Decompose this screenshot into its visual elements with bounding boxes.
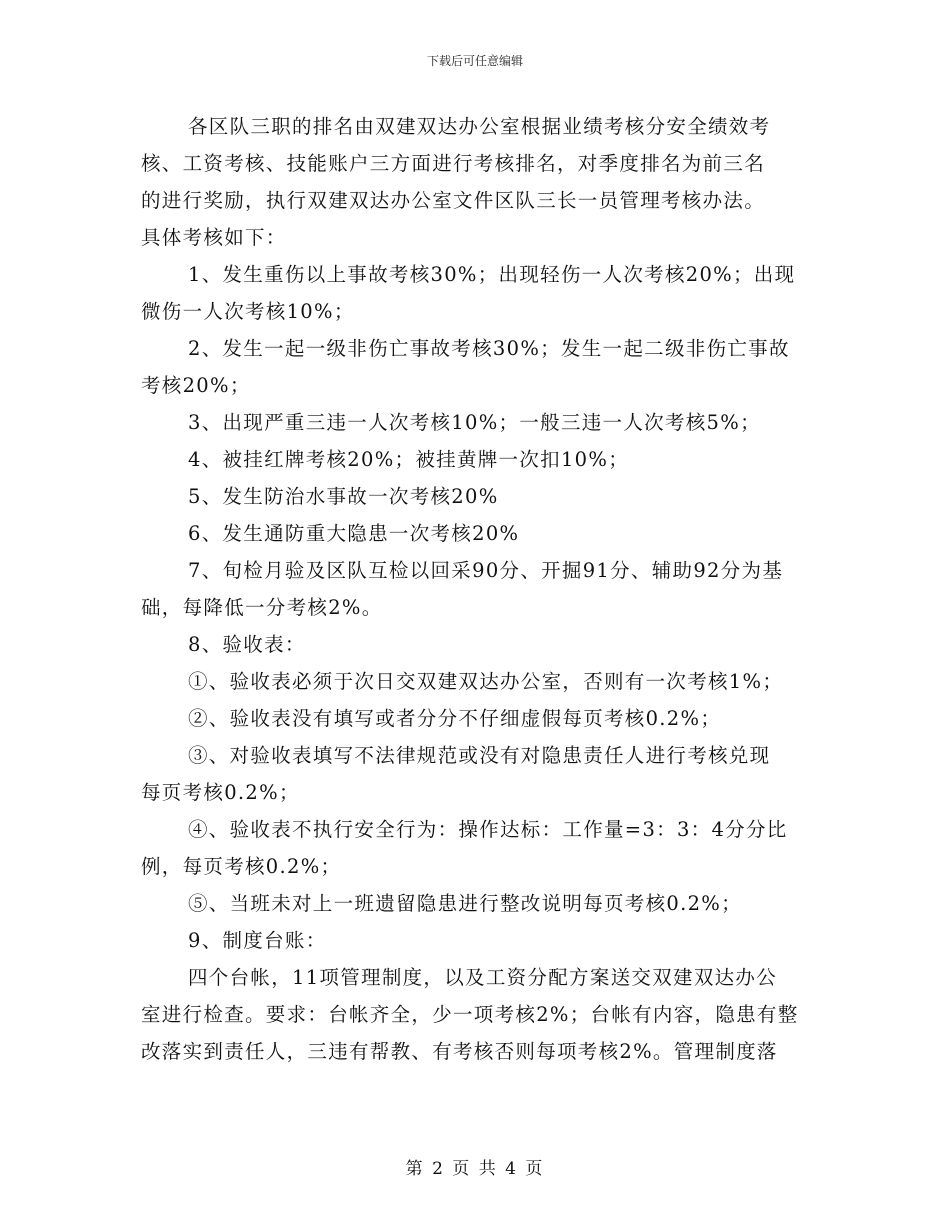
text-line: 的进行奖励，执行双建双达办公室文件区队三长一员管理考核办法。 (141, 189, 766, 212)
text-line: 7、旬检月验及区队互检以回采90分、开掘91分、辅助92分为基 (188, 559, 784, 582)
text-line: 3、出现严重三违一人次考核10%；一般三违一人次考核5%； (188, 411, 761, 434)
text-line: 微伤一人次考核10%； (141, 300, 355, 323)
text-line: 核、工资考核、技能账户三方面进行考核排名，对季度排名为前三名 (141, 152, 766, 175)
text-line: 例，每页考核0.2%； (141, 855, 342, 878)
page-header: 下载后可任意编辑 (426, 54, 523, 68)
text-line: 各区队三职的排名由双建双达办公室根据业绩考核分安全绩效考 (188, 115, 771, 138)
text-line: 1、发生重伤以上事故考核30%；出现轻伤一人次考核20%；出现 (188, 263, 796, 286)
text-line: ④、验收表不执行安全行为：操作达标：工作量=3：3：4分分比 (188, 818, 788, 841)
text-line: ⑤、当班未对上一班遗留隐患进行整改说明每页考核0.2%； (188, 892, 742, 915)
text-line: 6、发生通防重大隐患一次考核20% (188, 522, 520, 545)
text-line: 5、发生防治水事故一次考核20% (188, 485, 499, 508)
text-line: 具体考核如下： (141, 226, 287, 249)
text-line: ①、验收表必须于次日交双建双达办公室，否则有一次考核1%； (188, 670, 784, 693)
text-line: 础，每降低一分考核2%。 (141, 596, 383, 619)
text-line: 每页考核0.2%； (141, 781, 300, 804)
text-line: ②、验收表没有填写或者分分不仔细虚假每页考核0.2%； (188, 707, 722, 730)
text-line: 室进行检查。要求：台帐齐全，少一项考核2%；台帐有内容，隐患有整 (141, 1003, 799, 1026)
text-line: 2、发生一起一级非伤亡事故考核30%；发生一起二级非伤亡事故 (188, 337, 790, 360)
page-footer: 第 2 页 共 4 页 (405, 1159, 545, 1179)
text-line: 9、制度台账： (188, 929, 327, 952)
text-line: ③、对验收表填写不法律规范或没有对隐患责任人进行考核兑现 (188, 744, 771, 767)
text-line: 考核20%； (141, 374, 251, 397)
document-body (141, 108, 809, 1070)
text-line: 4、被挂红牌考核20%；被挂黄牌一次扣10%； (188, 448, 629, 471)
text-line: 改落实到责任人，三违有帮教、有考核否则每项考核2%。管理制度落 (141, 1040, 778, 1063)
text-line: 8、验收表： (188, 633, 306, 656)
text-line: 四个台帐，11项管理制度，以及工资分配方案送交双建双达办公 (188, 966, 778, 989)
